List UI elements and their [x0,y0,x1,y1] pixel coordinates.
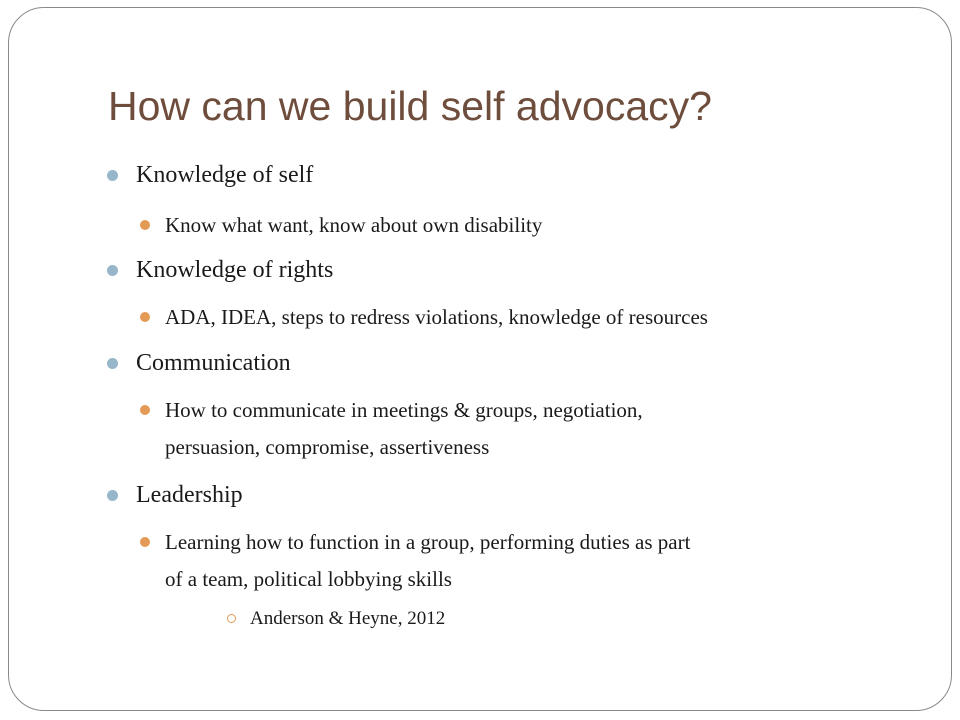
slide-title: How can we build self advocacy? [108,83,712,129]
sub-bullet-icon [140,220,150,230]
sub-bullet-text-line-2: of a team, political lobbying skills [165,567,452,591]
bullet-text: Leadership [136,482,243,508]
bullet-text: Communication [136,350,291,376]
sub-bullet-text-line-2: persuasion, compromise, assertiveness [165,435,490,459]
sub-bullet-text-line-1: Learning how to function in a group, performing duties as part [165,530,691,554]
sub-bullet-icon [140,537,150,547]
bullet-text: Knowledge of rights [136,257,334,283]
bullet-icon [107,265,118,276]
bullet-icon [107,358,118,369]
citation-text: Anderson & Heyne, 2012 [250,608,446,629]
bullet-text: Knowledge of self [136,162,314,188]
hollow-circle-icon [227,614,236,623]
sub-bullet-text-line-1: How to communicate in meetings & groups, negotiation, [165,398,643,422]
sub-bullet-text: Know what want, know about own disability [165,213,543,237]
sub-bullet-icon [140,312,150,322]
bullet-icon [107,170,118,181]
sub-bullet-text: ADA, IDEA, steps to redress violations, knowledge of resources [165,305,708,329]
sub-bullet-icon [140,405,150,415]
bullet-icon [107,490,118,501]
